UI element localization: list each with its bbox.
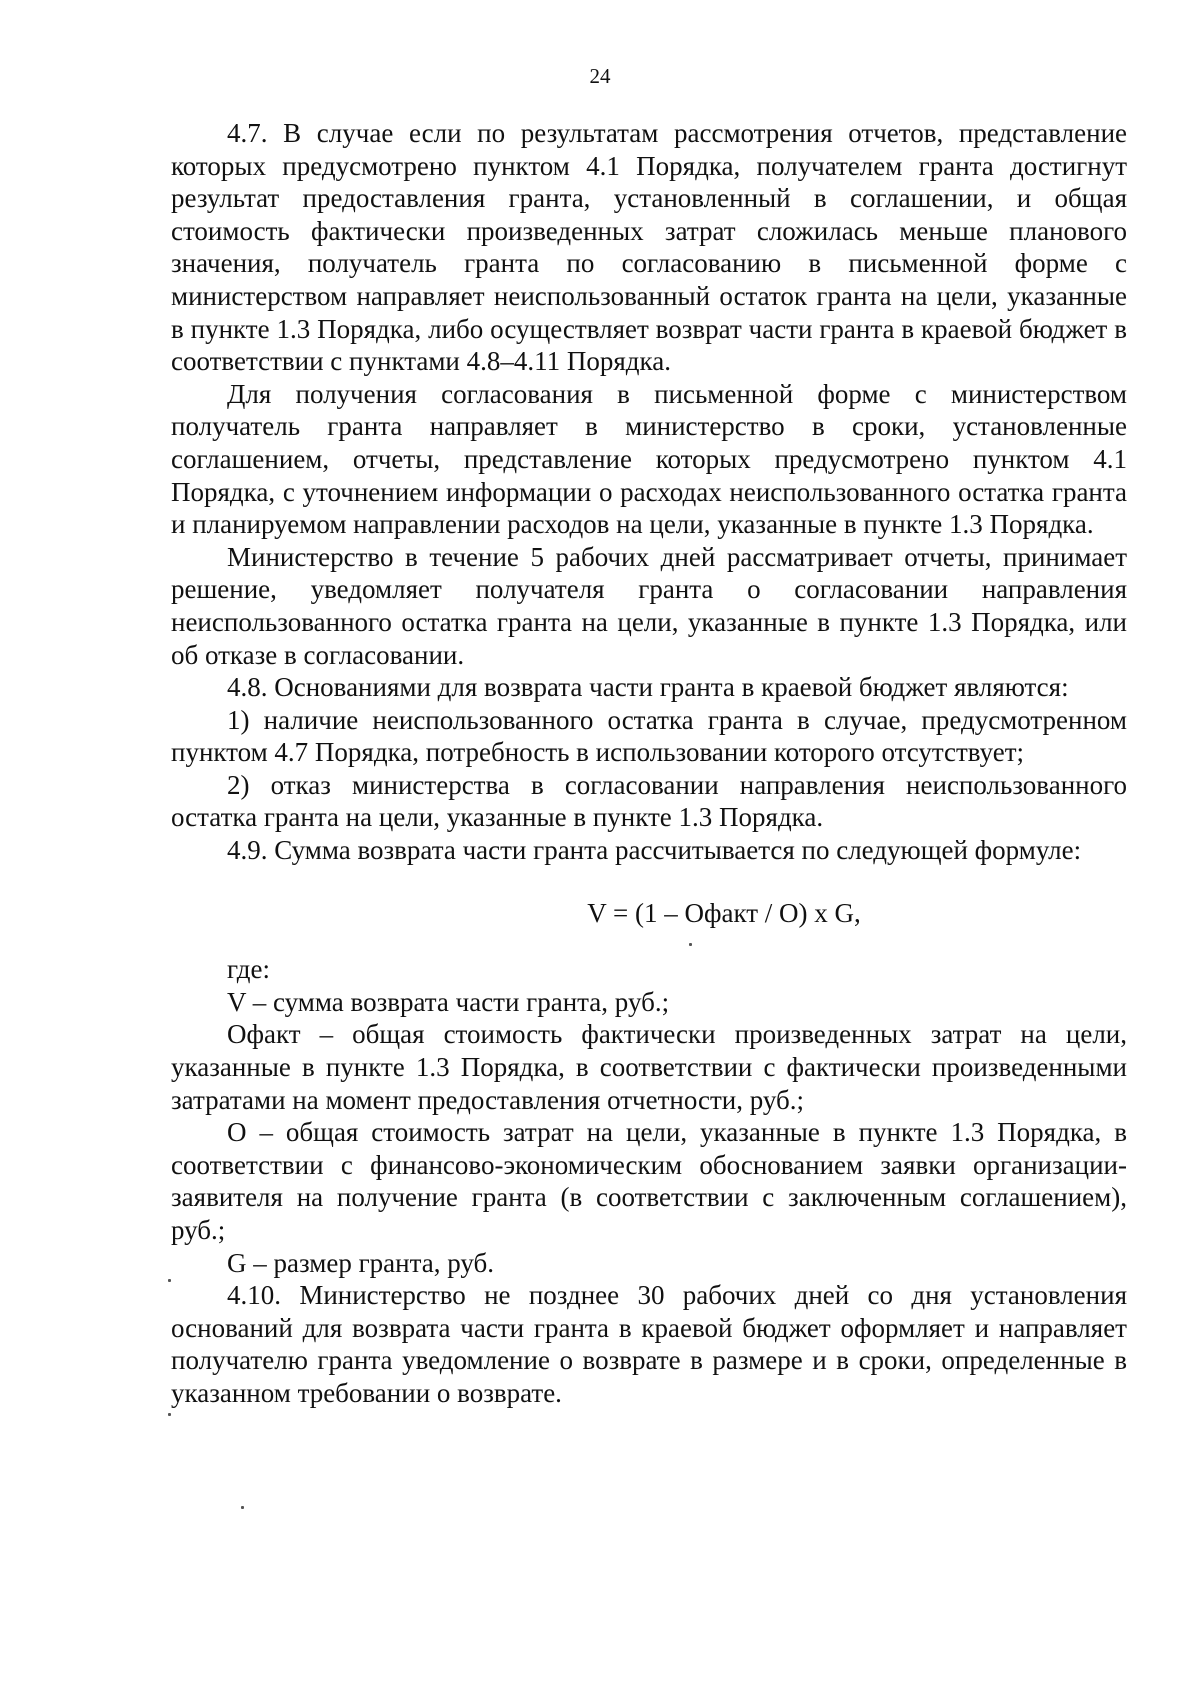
- scan-speck: [689, 943, 692, 946]
- scan-speck: [168, 1413, 171, 1416]
- formula: V = (1 – Офакт / О) x G,: [587, 897, 861, 928]
- paragraph-4-9: 4.9. Сумма возврата части гранта рассчитывается по следующей формуле:: [227, 835, 1082, 866]
- definition-o: О – общая стоимость затрат на цели, указанные в пункте 1.3 Порядка, в соответствии с финансово-экономическим обоснованием заявки организации-заявителя на получение гранта (в соответствии с заключенным соглашением), руб.;: [171, 1117, 1127, 1245]
- scan-speck: [168, 1279, 171, 1282]
- scan-speck: [241, 1506, 244, 1509]
- paragraph-4-10: 4.10. Министерство не позднее 30 рабочих дней со дня установления оснований для возврата части гранта в краевой бюджет оформляет и направляет получателю гранта уведомление о возврате в размере и в сроки, определенные в указанном требовании о возврате.: [171, 1280, 1127, 1408]
- definition-ofakt: Офакт – общая стоимость фактически произведенных затрат на цели, указанные в пункте 1.3 Порядка, в соответствии с фактически произведенными затратами на момент предоставления отчетности, руб.;: [171, 1019, 1127, 1115]
- list-item-2: 2) отказ министерства в согласовании направления неиспользованного остатка гранта на цели, указанные в пункте 1.3 Порядка.: [171, 769, 1127, 833]
- paragraph-4-8: 4.8. Основаниями для возврата части гранта в краевой бюджет являются:: [227, 672, 1069, 703]
- list-item-1: 1) наличие неиспользованного остатка гранта в случае, предусмотренном пунктом 4.7 Порядка, потребность в использовании которого отсутствует;: [171, 704, 1127, 768]
- paragraph-ministry-review: Министерство в течение 5 рабочих дней рассматривает отчеты, принимает решение, уведомляет получателя гранта о согласовании направления неиспользованного остатка гранта на цели, указанные в пункте 1.3 Порядка, или об отказе в согласовании.: [171, 541, 1127, 670]
- document-body: [171, 117, 1127, 1410]
- paragraph-approval-request: Для получения согласования в письменной форме с министерством получатель гранта направляет в министерство в сроки, установленные соглашением, отчеты, представление которых предусмотрено пунктом 4.1 Порядка, с уточнением информации о расходах неиспользованного остатка гранта и планируемом направлении расходов на цели, указанные в пункте 1.3 Порядка.: [171, 378, 1127, 540]
- definition-g: G – размер гранта, руб.: [227, 1247, 494, 1278]
- paragraph-4-7: 4.7. В случае если по результатам рассмотрения отчетов, представление которых предусмотрено пунктом 4.1 Порядка, получателем гранта достигнут результат предоставления гранта, установленный в соглашении, и общая стоимость фактически произведенных затрат сложилась меньше планового значения, получатель гранта по согласованию в письменной форме с министерством направляет неиспользованный остаток гранта на цели, указанные в пункте 1.3 Порядка, либо осуществляет возврат части гранта в краевой бюджет в соответствии с пунктами 4.8–4.11 Порядка.: [171, 118, 1127, 377]
- definitions-intro: где:: [227, 954, 270, 985]
- page-number: 24: [589, 64, 611, 88]
- definition-v: V – сумма возврата части гранта, руб.;: [227, 986, 670, 1017]
